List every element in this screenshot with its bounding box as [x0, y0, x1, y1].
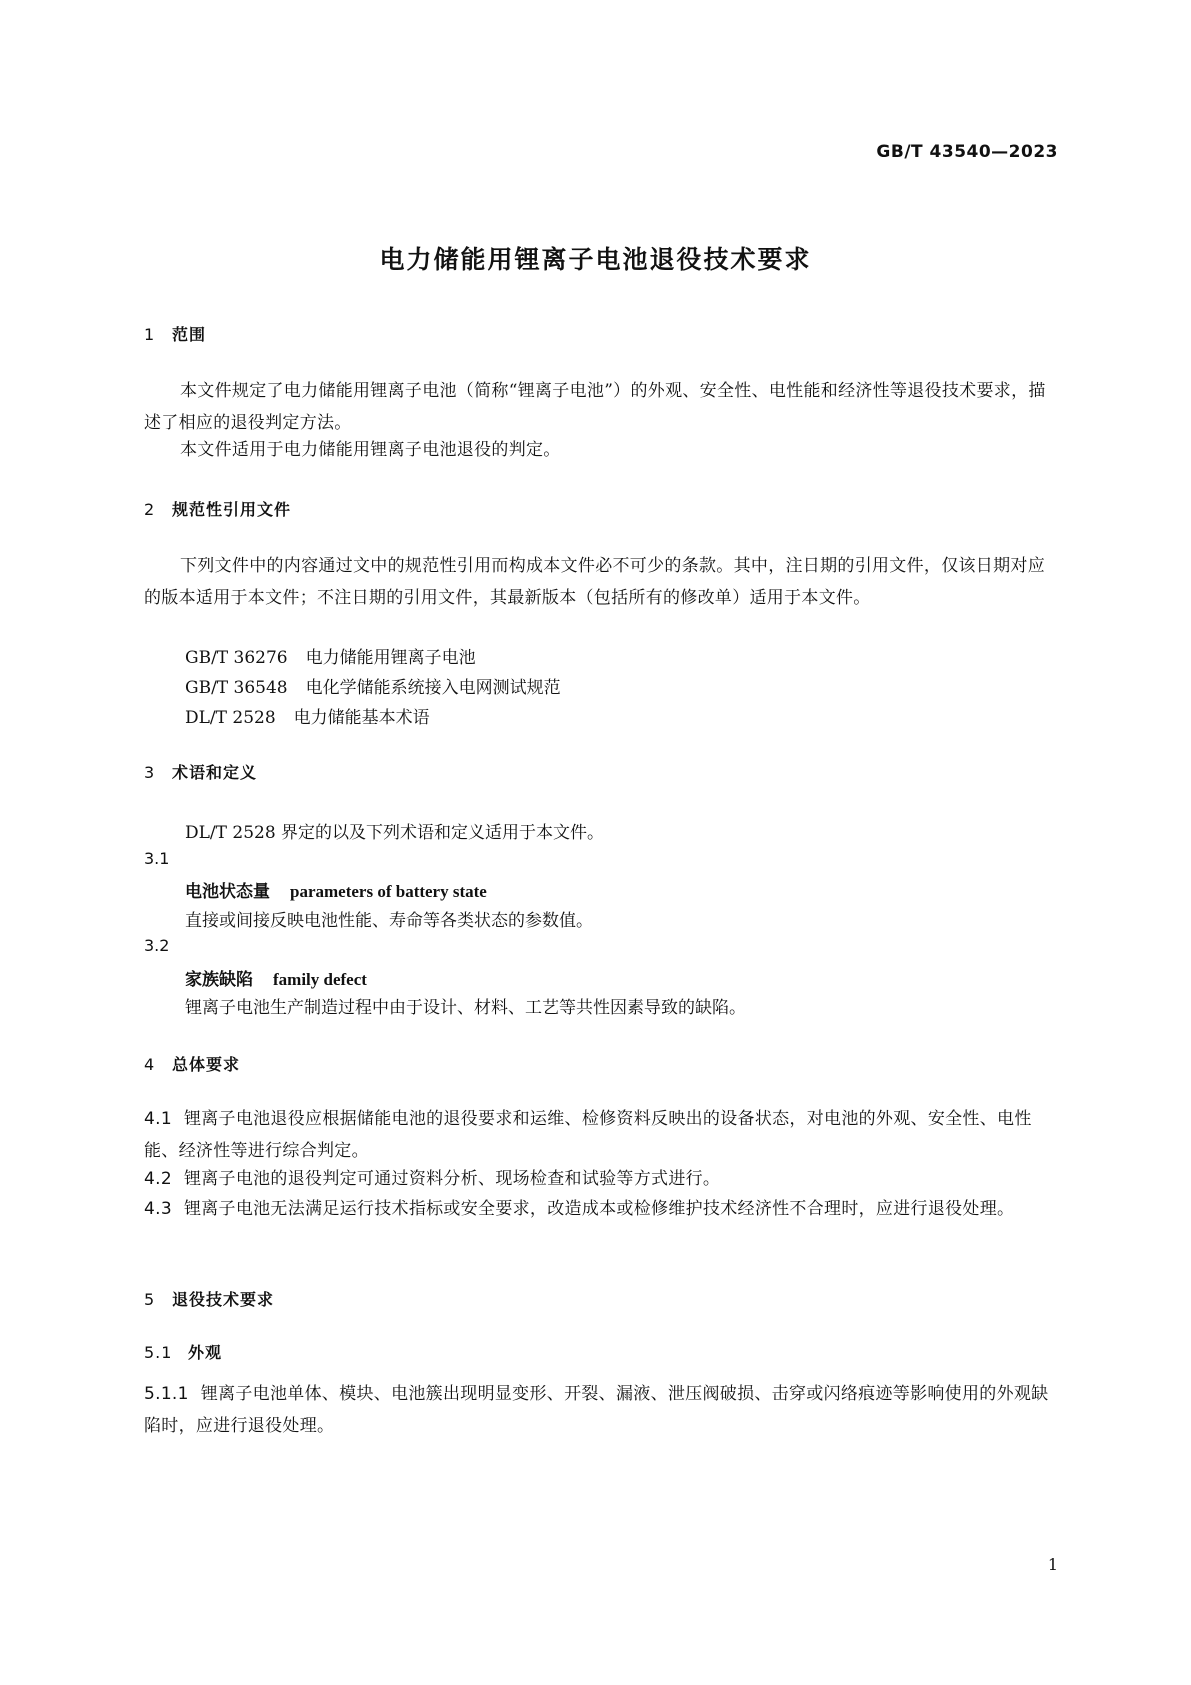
- reference-name: 电力储能用锂离子电池: [305, 648, 476, 668]
- subsection-5-1-heading: [144, 1340, 222, 1363]
- section-title: 规范性引用文件: [172, 500, 292, 519]
- term-name: [185, 965, 367, 990]
- reference-code: GB/T 36276: [185, 648, 288, 668]
- section-1-heading: [144, 322, 206, 345]
- clause-4-3: [144, 1193, 1059, 1225]
- clause-4-1: [144, 1103, 1059, 1167]
- term-name-en: family defect: [273, 970, 367, 989]
- section-2-paragraph: 下列文件中的内容通过文中的规范性引用而构成本文件必不可少的条款。其中，注日期的引用文件，仅该日期对应的版本适用于本文件；不注日期的引用文件，其最新版本（包括所有的修改单）适用于本文件。: [144, 556, 1045, 608]
- reference-item: [185, 673, 561, 698]
- clause-number: 4.1: [144, 1109, 172, 1129]
- section-3-intro: DL/T 2528 界定的以及下列术语和定义适用于本文件。: [185, 823, 605, 843]
- clause-number: 4.2: [144, 1169, 172, 1189]
- clause-text: 锂离子电池无法满足运行技术指标或安全要求，改造成本或检修维护技术经济性不合理时，应进行退役处理。: [183, 1199, 1015, 1219]
- reference-item: [185, 643, 476, 668]
- subsection-number: 5.1: [144, 1343, 173, 1362]
- term-name-en: parameters of battery state: [290, 882, 487, 901]
- term-number: 3.2: [144, 936, 170, 955]
- term-name-zh: 家族缺陷: [185, 970, 253, 990]
- section-number: 3: [144, 763, 156, 782]
- section-4-heading: [144, 1052, 240, 1075]
- page-number: 1: [1047, 1555, 1058, 1574]
- standard-number: GB/T 43540—2023: [876, 142, 1058, 162]
- section-title: 范围: [172, 325, 207, 344]
- section-number: 5: [144, 1290, 156, 1309]
- clause-text: 锂离子电池单体、模块、电池簇出现明显变形、开裂、漏液、泄压阀破损、击穿或闪络痕迹等影响使用的外观缺陷时，应进行退役处理。: [144, 1384, 1049, 1436]
- section-number: 4: [144, 1055, 156, 1074]
- clause-5-1-1: [144, 1378, 1059, 1442]
- term-name: [185, 877, 487, 902]
- term-definition: 锂离子电池生产制造过程中由于设计、材料、工艺等共性因素导致的缺陷。: [185, 998, 746, 1018]
- reference-name: 电力储能基本术语: [293, 708, 430, 728]
- term-definition: 直接或间接反映电池性能、寿命等各类状态的参数值。: [185, 911, 593, 931]
- section-title: 总体要求: [172, 1055, 241, 1074]
- section-title: 术语和定义: [172, 763, 258, 782]
- reference-code: GB/T 36548: [185, 678, 288, 698]
- reference-code: DL/T 2528: [185, 708, 276, 728]
- clause-text: 锂离子电池退役应根据储能电池的退役要求和运维、检修资料反映出的设备状态，对电池的外观、安全性、电性能、经济性等进行综合判定。: [144, 1109, 1032, 1161]
- clause-number: 4.3: [144, 1199, 172, 1219]
- section-3-heading: [144, 760, 257, 783]
- section-1-paragraph-1: 本文件规定了电力储能用锂离子电池（简称“锂离子电池”）的外观、安全性、电性能和经济性等退役技术要求，描述了相应的退役判定方法。: [144, 381, 1046, 433]
- document-title: 电力储能用锂离子电池退役技术要求: [379, 245, 812, 274]
- term-number: 3.1: [144, 849, 170, 868]
- subsection-title: 外观: [188, 1343, 223, 1362]
- section-title: 退役技术要求: [172, 1290, 275, 1309]
- clause-number: 5.1.1: [144, 1384, 189, 1404]
- reference-item: [185, 703, 430, 728]
- section-number: 1: [144, 325, 156, 344]
- section-5-heading: [144, 1287, 274, 1310]
- term-name-zh: 电池状态量: [185, 882, 270, 902]
- reference-name: 电化学储能系统接入电网测试规范: [305, 678, 561, 698]
- section-2-heading: [144, 497, 291, 520]
- section-1-paragraph-2: 本文件适用于电力储能用锂离子电池退役的判定。: [180, 440, 561, 460]
- clause-text: 锂离子电池的退役判定可通过资料分析、现场检查和试验等方式进行。: [183, 1169, 721, 1189]
- clause-4-2: [144, 1163, 1059, 1195]
- section-number: 2: [144, 500, 156, 519]
